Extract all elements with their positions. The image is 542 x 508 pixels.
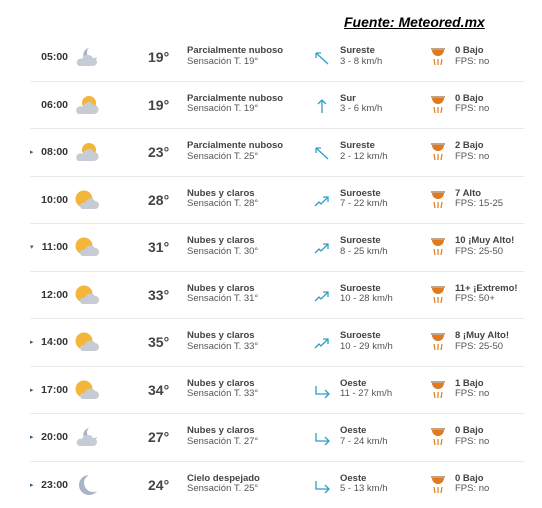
- forecast-time: 10:00: [41, 193, 68, 206]
- wind-direction-icon: [313, 288, 331, 304]
- condition-text: Nubes y claros: [187, 330, 255, 341]
- feels-like: Sensación T. 25°: [187, 150, 259, 162]
- source-link[interactable]: Fuente: Meteored.mx: [344, 14, 485, 30]
- feels-like: Sensación T. 19°: [187, 103, 259, 114]
- condition-text: Parcialmente nuboso: [187, 140, 284, 151]
- forecast-row[interactable]: [30, 177, 524, 225]
- uv-index-icon: [430, 47, 446, 67]
- forecast-row[interactable]: [30, 34, 524, 82]
- condition: [187, 379, 258, 400]
- wind-direction: Sureste: [340, 45, 375, 56]
- fps-value: FPS: no: [455, 55, 490, 67]
- wind-direction-icon: [313, 430, 331, 446]
- wind-info: [340, 94, 382, 115]
- wind-direction: Sureste: [340, 140, 375, 151]
- uv-info: [455, 189, 503, 210]
- forecast-time: 20:00: [41, 431, 68, 444]
- fps-value: FPS: no: [455, 435, 490, 447]
- temperature: 34°: [148, 381, 170, 398]
- forecast-time: 17:00: [41, 383, 68, 396]
- expand-arrow-icon[interactable]: ▸: [30, 339, 34, 347]
- fps-value: FPS: 50+: [455, 293, 495, 304]
- forecast-row[interactable]: [30, 414, 524, 462]
- uv-info: [455, 284, 518, 305]
- condition: [187, 141, 283, 162]
- fps-value: FPS: 25-50: [455, 245, 504, 257]
- moon-cloud-icon: [74, 46, 100, 68]
- uv-info: [455, 236, 514, 257]
- wind-direction-icon: [313, 193, 331, 209]
- wind-direction-icon: [313, 145, 331, 161]
- feels-like: Sensación T. 25°: [187, 483, 259, 494]
- forecast-time: 08:00: [41, 146, 68, 159]
- sun-cloudy-icon: [74, 284, 100, 306]
- condition-text: Cielo despejado: [187, 472, 260, 484]
- wind-direction: Suroeste: [340, 187, 381, 199]
- uv-info: [455, 141, 489, 162]
- uv-index: 8 ¡Muy Alto!: [455, 330, 510, 341]
- forecast-row[interactable]: [30, 319, 524, 367]
- uv-index: 0 Bajo: [455, 92, 484, 104]
- wind-info: [340, 141, 388, 162]
- temperature: 23°: [148, 144, 170, 161]
- wind-info: [340, 474, 388, 495]
- forecast-row[interactable]: [30, 129, 524, 177]
- fps-value: FPS: no: [455, 388, 490, 399]
- wind-direction-icon: [313, 98, 331, 114]
- wind-direction: Oeste: [340, 472, 367, 484]
- temperature: 28°: [148, 191, 170, 208]
- temperature: 24°: [148, 476, 170, 493]
- wind-direction: Suroeste: [340, 235, 381, 246]
- fps-value: FPS: no: [455, 483, 490, 494]
- wind-direction: Suroeste: [340, 282, 381, 294]
- temperature: 31°: [148, 239, 170, 256]
- hourly-forecast-list: [30, 34, 524, 508]
- forecast-time: 06:00: [41, 98, 68, 111]
- uv-index: 10 ¡Muy Alto!: [455, 235, 515, 246]
- fps-value: FPS: no: [455, 103, 490, 114]
- wind-info: [340, 46, 382, 67]
- expand-arrow-icon[interactable]: ▸: [30, 149, 34, 157]
- forecast-row[interactable]: [30, 462, 524, 508]
- fps-value: FPS: 25-50: [455, 340, 504, 352]
- condition-text: Nubes y claros: [187, 187, 255, 199]
- forecast-time: 05:00: [41, 51, 68, 64]
- condition-text: Nubes y claros: [187, 235, 255, 246]
- wind-info: [340, 379, 392, 400]
- sun-cloud-icon: [74, 94, 100, 116]
- forecast-time: 12:00: [41, 288, 68, 301]
- feels-like: Sensación T. 33°: [187, 340, 259, 352]
- uv-index: 0 Bajo: [455, 472, 484, 484]
- wind-info: [340, 236, 388, 257]
- forecast-time: 14:00: [41, 336, 68, 349]
- feels-like: Sensación T. 27°: [187, 435, 259, 447]
- fps-value: FPS: no: [455, 150, 490, 162]
- temperature: 19°: [148, 49, 170, 66]
- uv-index: 7 Alto: [455, 187, 482, 199]
- forecast-row[interactable]: [30, 224, 524, 272]
- feels-like: Sensación T. 31°: [187, 293, 259, 304]
- condition: [187, 189, 258, 210]
- temperature: 35°: [148, 334, 170, 351]
- moon-cloud-icon: [74, 426, 100, 448]
- wind-speed: 5 - 13 km/h: [340, 483, 388, 494]
- wind-info: [340, 284, 393, 305]
- uv-index-icon: [430, 95, 446, 115]
- uv-index-icon: [430, 380, 446, 400]
- uv-index-icon: [430, 285, 446, 305]
- uv-index: 1 Bajo: [455, 377, 484, 389]
- condition: [187, 284, 258, 305]
- condition: [187, 474, 260, 495]
- expand-arrow-icon[interactable]: ▸: [30, 434, 34, 442]
- wind-direction-icon: [313, 478, 331, 494]
- wind-direction: Oeste: [340, 425, 367, 436]
- uv-info: [455, 94, 489, 115]
- condition-text: Nubes y claros: [187, 282, 255, 294]
- fps-value: FPS: 15-25: [455, 198, 504, 209]
- condition-text: Parcialmente nuboso: [187, 45, 284, 56]
- temperature: 19°: [148, 96, 170, 113]
- feels-like: Sensación T. 28°: [187, 198, 259, 209]
- forecast-time: 11:00: [41, 241, 68, 254]
- moon-icon: [74, 474, 100, 496]
- sun-cloudy-icon: [74, 189, 100, 211]
- wind-speed: 7 - 24 km/h: [340, 435, 388, 447]
- wind-speed: 3 - 8 km/h: [340, 55, 383, 67]
- condition: [187, 331, 258, 352]
- wind-speed: 11 - 27 km/h: [340, 388, 393, 399]
- uv-index: 11+ ¡Extremo!: [455, 282, 518, 294]
- wind-info: [340, 189, 388, 210]
- expand-arrow-icon[interactable]: ▸: [30, 481, 34, 489]
- uv-info: [455, 46, 489, 67]
- forecast-row[interactable]: [30, 272, 524, 320]
- uv-index: 0 Bajo: [455, 45, 484, 56]
- condition: [187, 46, 283, 67]
- wind-speed: 10 - 29 km/h: [340, 340, 393, 352]
- condition: [187, 94, 283, 115]
- temperature: 33°: [148, 286, 170, 303]
- wind-speed: 8 - 25 km/h: [340, 245, 388, 257]
- forecast-row[interactable]: [30, 367, 524, 415]
- wind-speed: 2 - 12 km/h: [340, 150, 388, 162]
- wind-direction: Sur: [340, 92, 356, 104]
- uv-info: [455, 474, 489, 495]
- condition-text: Parcialmente nuboso: [187, 92, 284, 104]
- feels-like: Sensación T. 33°: [187, 388, 259, 399]
- uv-info: [455, 426, 489, 447]
- uv-index: 2 Bajo: [455, 140, 484, 151]
- uv-index-icon: [430, 190, 446, 210]
- feels-like: Sensación T. 19°: [187, 55, 259, 67]
- forecast-time: 23:00: [41, 478, 68, 491]
- sun-cloud-icon: [74, 141, 100, 163]
- wind-info: [340, 426, 388, 447]
- condition: [187, 236, 258, 257]
- sun-cloudy-icon: [74, 331, 100, 353]
- uv-index: 0 Bajo: [455, 425, 484, 436]
- expand-arrow-icon[interactable]: ▸: [30, 386, 34, 394]
- wind-direction: Suroeste: [340, 330, 381, 341]
- expand-arrow-icon[interactable]: ▾: [30, 244, 34, 252]
- wind-speed: 7 - 22 km/h: [340, 198, 388, 209]
- uv-info: [455, 331, 509, 352]
- condition: [187, 426, 258, 447]
- sun-cloudy-icon: [74, 379, 100, 401]
- condition-text: Nubes y claros: [187, 377, 255, 389]
- feels-like: Sensación T. 30°: [187, 245, 259, 257]
- wind-direction: Oeste: [340, 377, 367, 389]
- uv-index-icon: [430, 475, 446, 495]
- wind-direction-icon: [313, 240, 331, 256]
- uv-index-icon: [430, 427, 446, 447]
- uv-index-icon: [430, 332, 446, 352]
- wind-direction-icon: [313, 50, 331, 66]
- uv-index-icon: [430, 237, 446, 257]
- wind-speed: 10 - 28 km/h: [340, 293, 393, 304]
- wind-direction-icon: [313, 335, 331, 351]
- uv-index-icon: [430, 142, 446, 162]
- forecast-row[interactable]: [30, 82, 524, 130]
- wind-speed: 3 - 6 km/h: [340, 103, 383, 114]
- wind-direction-icon: [313, 383, 331, 399]
- sun-cloudy-icon: [74, 236, 100, 258]
- temperature: 27°: [148, 429, 170, 446]
- wind-info: [340, 331, 393, 352]
- condition-text: Nubes y claros: [187, 425, 255, 436]
- uv-info: [455, 379, 489, 400]
